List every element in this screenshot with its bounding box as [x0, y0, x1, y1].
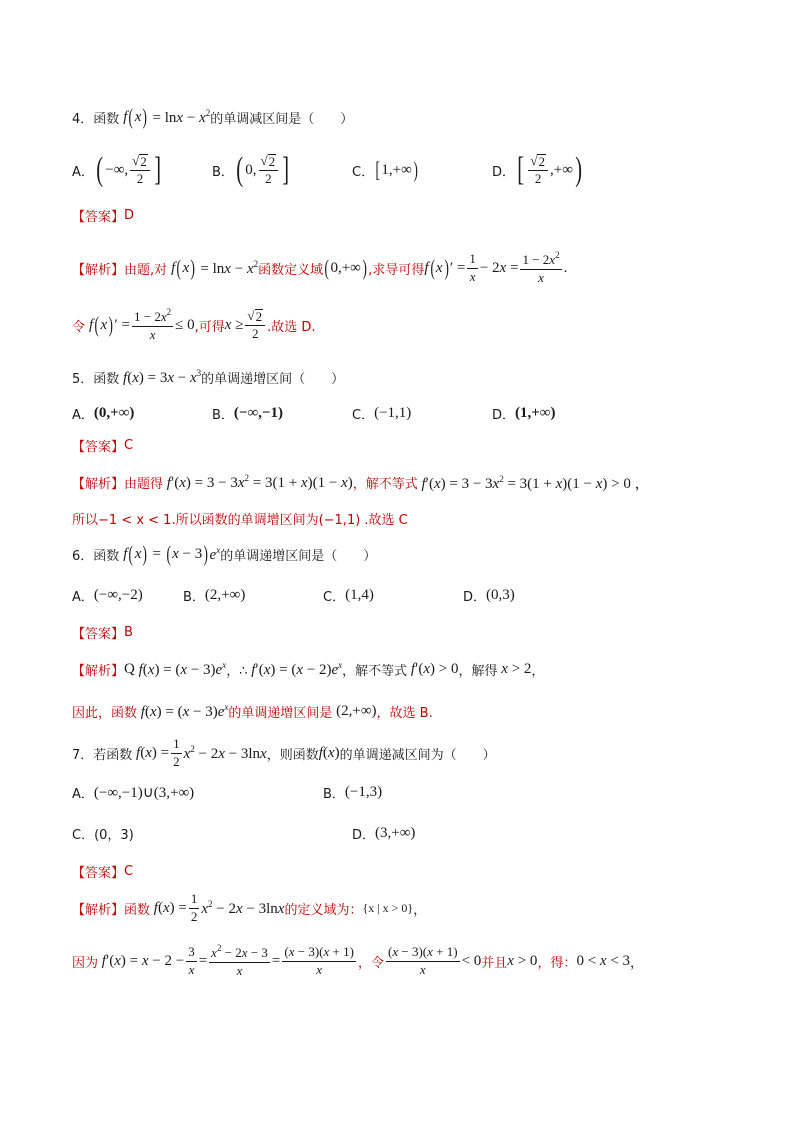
q6-option-a: A． (−∞,−2): [72, 586, 143, 605]
q7-answer: 【答案】 C: [72, 863, 134, 881]
q4-answer-value: D: [124, 207, 135, 223]
q4-option-d: D． [ √ 2 2 ,+∞ ): [492, 151, 582, 188]
q6-stem: 6．函数 f ( x ) = ( x − 3 ) $e^x$ 的单调递增区间是（ ）: [72, 541, 377, 566]
q7-option-d: D． (3,+∞): [352, 824, 416, 843]
q7-solution-line2: 因为 f′(x) = x − 2 − $\frac{3}{x}$ = $\frac{x^2 - 2x - 3}{x}$ = $\frac{(x - 3)(x + 1)}{x}$ ，令 $\frac{(x - 3)(x + 1)}{x}$ < 0 并且 x > 0 ，得： 0 < x < 3 ，: [72, 943, 644, 978]
q5-option-d: D． (1,+∞): [492, 404, 556, 423]
q4-option-b: B． ( 0, √ 2 2 ]: [212, 151, 290, 188]
q4-stem: 4．函数 f ( x ) = $\ln x - x^2$ 的单调减区间是（ ）: [72, 104, 354, 129]
q7-stem: 7．若函数 f(x) = $\frac{1}{2}$ $x^2 - 2x - 3\ln x$ ，则函数 f(x) 的单调递减区间为（ ）: [72, 736, 496, 769]
q5-option-b: B． (−∞,−1): [212, 404, 283, 423]
q4-answer: [72, 205, 134, 225]
q5-option-a: A． (0,+∞): [72, 404, 135, 423]
q5-answer: 【答案】 C: [72, 437, 134, 455]
answer-tag: 【答案】: [72, 209, 125, 225]
q5-solution-line1: 【解析】 由题得 $f'(x) = 3 - 3x^2 = 3(1 + x)(1 - x)$ ，解不等式 $f'(x) = 3 - 3x^2 = 3(1 + x)(1 - x) > 0$ ，: [72, 472, 650, 492]
q5-option-c: C． (−1,1): [352, 404, 412, 423]
q7-option-a: A． (−∞,−1)∪(3,+∞): [72, 784, 195, 802]
q5-stem: 5．函数 $f(x) = 3x - x^3$ 的单调递增区间（ ）: [72, 367, 345, 387]
q6-option-d: D． (0,3): [463, 586, 515, 605]
q6-answer: 【答案】 B: [72, 624, 133, 642]
q4-stem-prefix: 4．函数: [72, 111, 120, 127]
q4-stem-suffix: 的单调减区间是（ ）: [210, 111, 354, 127]
q5-solution-line2: 所以−1 < x < 1.所以函数的单调增区间为(−1,1) .故选 C: [72, 512, 408, 528]
q6-solution-line2: 因此，函数 $f(x) = (x - 3)e^x$ 的单调递增区间是 (2,+∞) ，故选 B.: [72, 701, 433, 721]
q4-option-c: C． [ 1,+∞ ): [352, 157, 418, 182]
q6-option-b: B． (2,+∞): [183, 586, 246, 605]
q4-solution-line2: 令 f ( x ) ′ = $\frac{1 - 2x^2}{x}$ ≤ 0 ,可得 x ≥ √ 2 2 .故选 D.: [72, 307, 316, 342]
analysis-tag: 【解析】: [72, 262, 125, 278]
q7-option-b: B． (−1,3): [323, 783, 383, 802]
q6-solution-line1: 【解析】 Q $f(x) = (x - 3)e^x$ ，∴ $f'(x) = (x - 2)e^x$ ，解不等式 f′(x) > 0 ，解得 x > 2 ，: [72, 659, 545, 679]
q4-solution-line1: 【解析】 由题,对 f ( x ) = $\ln x - x^2$ 函数定义域 ( 0,+∞ ) ,求导可得 f ( x ) ′ = $\frac{1}{x}$ − 2x = $\frac{1 - 2x^2}{x}$ .: [72, 250, 568, 285]
q4-option-a: A． ( −∞, √ 2 2 ]: [72, 151, 161, 188]
q7-option-c: C．(0，3): [72, 827, 134, 843]
q7-solution-line1: 【解析】 函数 f(x) = $\frac{1}{2}$ $x^2 - 2x - 3\ln x$ 的定义域为： {x | x > 0} ，: [72, 891, 427, 924]
q6-option-c: C． (1,4): [323, 586, 374, 605]
